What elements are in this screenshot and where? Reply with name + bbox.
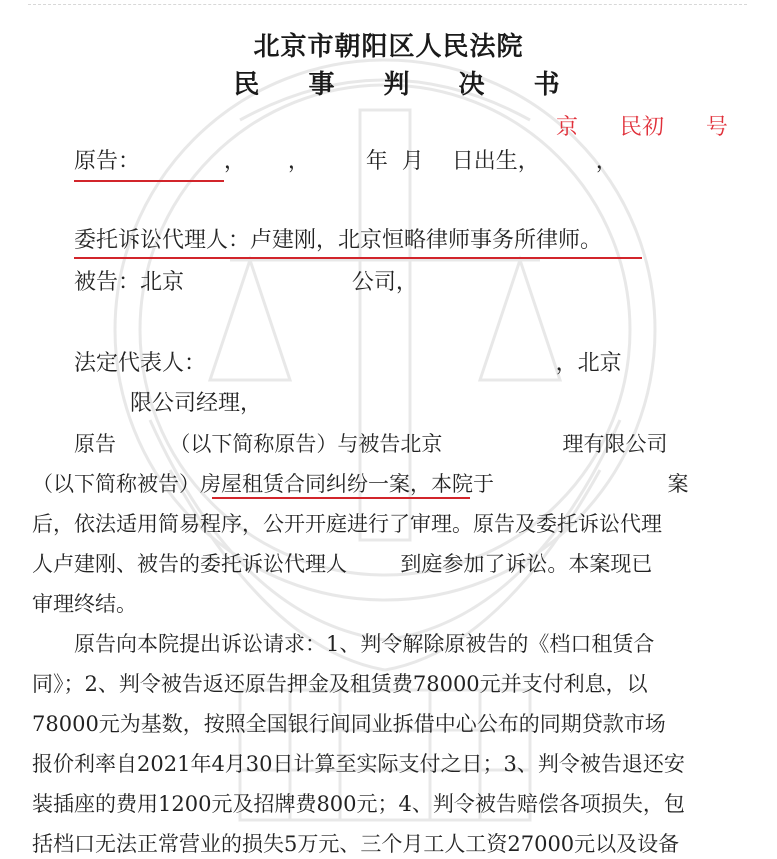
plaintiff-underline (74, 180, 224, 182)
legal-representative-line: 法定代表人： ，北京 (74, 351, 622, 376)
paragraph2-line4: 报价利率自2021年4月30日计算至实际支付之日；3、判令被告退还安 (32, 752, 685, 776)
paragraph2-line3: 78000元为基数，按照全国银行间同业拆借中心公布的同期贷款市场 (32, 712, 666, 736)
case-type-underline (212, 497, 470, 499)
paragraph2-line2: 同》；2、判令被告返还原告押金及租赁费78000元并支付利息，以 (32, 672, 648, 696)
paragraph1-line5: 审理终结。 (32, 592, 137, 616)
case-number: 京 民初 号 (556, 115, 728, 140)
paragraph1-line2: （以下简称被告）房屋租赁合同纠纷一案，本院于 案 (32, 472, 689, 496)
agent-line: 委托诉讼代理人：卢建刚，北京恒略律师事务所律师。 (74, 228, 603, 253)
court-name: 北京市朝阳区人民法院 (253, 32, 524, 62)
defendant-line: 被告：北京 公司， (74, 270, 418, 295)
paragraph2-line6: 括档口无法正常营业的损失5万元、三个月工人工资27000元以及设备 (32, 832, 680, 856)
paragraph1-line3: 后，依法适用简易程序，公开开庭进行了审理。原告及委托诉讼代理 (32, 512, 662, 536)
paragraph1-line4: 人卢建刚、被告的委托诉讼代理人 到庭参加了诉讼。本案现已 (32, 552, 653, 576)
document-type-title: 民 事 判 决 书 (233, 70, 580, 100)
plaintiff-line: 原告： ， ， 年 月 日出生， ， (74, 149, 618, 174)
paragraph2-line1: 原告向本院提出诉讼请求：1、判令解除原被告的《档口租赁合 (74, 632, 655, 656)
paragraph2-line5: 装插座的费用1200元及招牌费800元；4、判令被告赔偿各项损失，包 (32, 792, 685, 816)
agent-underline (74, 257, 642, 259)
legal-representative-line-cont: 限公司经理， (74, 391, 262, 416)
paragraph1-line1: 原告 （以下简称原告）与被告北京 理有限公司 (74, 432, 668, 456)
